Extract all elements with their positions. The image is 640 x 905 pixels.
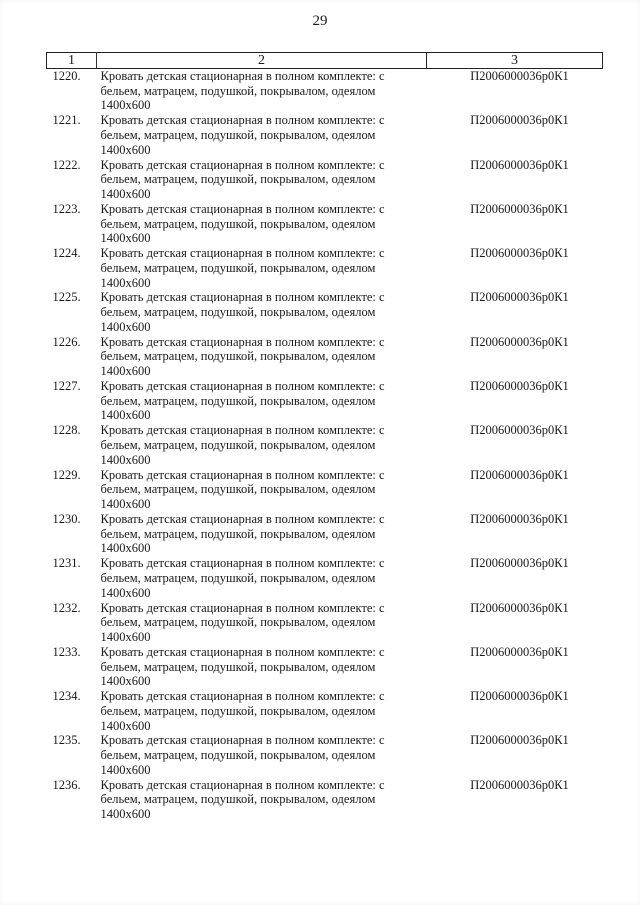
row-code: П2006000036р0К1 <box>470 246 569 261</box>
row-code: П2006000036р0К1 <box>470 777 569 792</box>
table-row <box>47 778 603 822</box>
row-number: 1226. <box>52 334 81 349</box>
table-row <box>47 512 603 556</box>
row-description: Кровать детская стационарная в полном комплекте: с бельем, матрацем, подушкой, покрывалом, одеялом 1400x600 <box>100 511 385 556</box>
table-row <box>47 335 603 379</box>
table-row <box>47 113 603 157</box>
row-code: П2006000036р0К1 <box>470 600 569 615</box>
row-description: Кровать детская стационарная в полном комплекте: с бельем, матрацем, подушкой, покрывалом, одеялом 1400x600 <box>100 689 385 733</box>
row-code: П2006000036р0К1 <box>470 511 569 526</box>
column-header-1: 1 <box>47 53 97 69</box>
row-code: П2006000036р0К1 <box>470 467 569 482</box>
column-header-2: 2 <box>97 53 427 69</box>
row-number: 1236. <box>52 777 81 792</box>
row-description: Кровать детская стационарная в полном комплекте: с бельем, матрацем, подушкой, покрывалом, одеялом 1400x600 <box>100 157 385 201</box>
row-number: 1223. <box>52 201 81 216</box>
row-code: П2006000036р0К1 <box>470 379 569 394</box>
table-row <box>47 733 603 777</box>
table-row <box>47 69 603 114</box>
row-number: 1232. <box>52 600 81 615</box>
row-number: 1230. <box>52 511 81 526</box>
row-number: 1229. <box>52 467 81 482</box>
row-number: 1235. <box>52 733 81 748</box>
table-body <box>47 69 603 823</box>
row-code: П2006000036р0К1 <box>470 423 569 438</box>
row-description: Кровать детская стационарная в полном комплекте: с бельем, матрацем, подушкой, покрывалом, одеялом 1400x600 <box>100 334 385 379</box>
table-header <box>47 53 603 69</box>
row-code: П2006000036р0К1 <box>470 556 569 571</box>
row-number: 1225. <box>52 290 81 305</box>
row-code: П2006000036р0К1 <box>470 334 569 349</box>
row-number: 1224. <box>52 246 81 261</box>
table-row <box>47 202 603 246</box>
row-description: Кровать детская стационарная в полном комплекте: с бельем, матрацем, подушкой, покрывалом, одеялом 1400x600 <box>100 69 385 113</box>
row-number: 1231. <box>52 556 81 571</box>
row-number: 1222. <box>52 157 81 172</box>
inventory-table <box>46 52 603 822</box>
row-code: П2006000036р0К1 <box>470 733 569 748</box>
row-description: Кровать детская стационарная в полном комплекте: с бельем, матрацем, подушкой, покрывалом, одеялом 1400x600 <box>100 556 385 600</box>
row-description: Кровать детская стационарная в полном комплекте: с бельем, матрацем, подушкой, покрывалом, одеялом 1400x600 <box>100 379 385 423</box>
row-description: Кровать детская стационарная в полном комплекте: с бельем, матрацем, подушкой, покрывалом, одеялом 1400x600 <box>100 113 385 157</box>
row-code: П2006000036р0К1 <box>470 201 569 216</box>
row-code: П2006000036р0К1 <box>470 69 569 83</box>
table-row <box>47 645 603 689</box>
row-code: П2006000036р0К1 <box>470 113 569 128</box>
row-description: Кровать детская стационарная в полном комплекте: с бельем, матрацем, подушкой, покрывалом, одеялом 1400x600 <box>100 600 385 644</box>
row-code: П2006000036р0К1 <box>470 157 569 172</box>
table-row <box>47 689 603 733</box>
table-row <box>47 556 603 600</box>
row-code: П2006000036р0К1 <box>470 644 569 659</box>
row-description: Кровать детская стационарная в полном комплекте: с бельем, матрацем, подушкой, покрывалом, одеялом 1400x600 <box>100 290 385 334</box>
table-row <box>47 158 603 202</box>
row-description: Кровать детская стационарная в полном комплекте: с бельем, матрацем, подушкой, покрывалом, одеялом 1400x600 <box>100 467 385 512</box>
row-number: 1220. <box>52 69 81 83</box>
row-description: Кровать детская стационарная в полном комплекте: с бельем, матрацем, подушкой, покрывалом, одеялом 1400x600 <box>100 644 385 689</box>
row-number: 1233. <box>52 644 81 659</box>
row-number: 1227. <box>52 379 81 394</box>
table-row <box>47 601 603 645</box>
table-row <box>47 423 603 467</box>
row-description: Кровать детская стационарная в полном комплекте: с бельем, матрацем, подушкой, покрывалом, одеялом 1400x600 <box>100 777 385 822</box>
table-row <box>47 379 603 423</box>
table-row <box>47 468 603 512</box>
column-header-3: 3 <box>427 53 603 69</box>
row-description: Кровать детская стационарная в полном комплекте: с бельем, матрацем, подушкой, покрывалом, одеялом 1400x600 <box>100 246 385 290</box>
row-number: 1221. <box>52 113 81 128</box>
row-number: 1228. <box>52 423 81 438</box>
row-code: П2006000036р0К1 <box>470 290 569 305</box>
row-description: Кровать детская стационарная в полном комплекте: с бельем, матрацем, подушкой, покрывалом, одеялом 1400x600 <box>100 201 385 246</box>
row-code: П2006000036р0К1 <box>470 689 569 704</box>
row-description: Кровать детская стационарная в полном комплекте: с бельем, матрацем, подушкой, покрывалом, одеялом 1400x600 <box>100 423 385 467</box>
table-row <box>47 246 603 290</box>
page-number: 29 <box>312 13 328 29</box>
row-description: Кровать детская стационарная в полном комплекте: с бельем, матрацем, подушкой, покрывалом, одеялом 1400x600 <box>100 733 385 777</box>
table-row <box>47 290 603 334</box>
row-number: 1234. <box>52 689 81 704</box>
header-row <box>47 53 603 69</box>
